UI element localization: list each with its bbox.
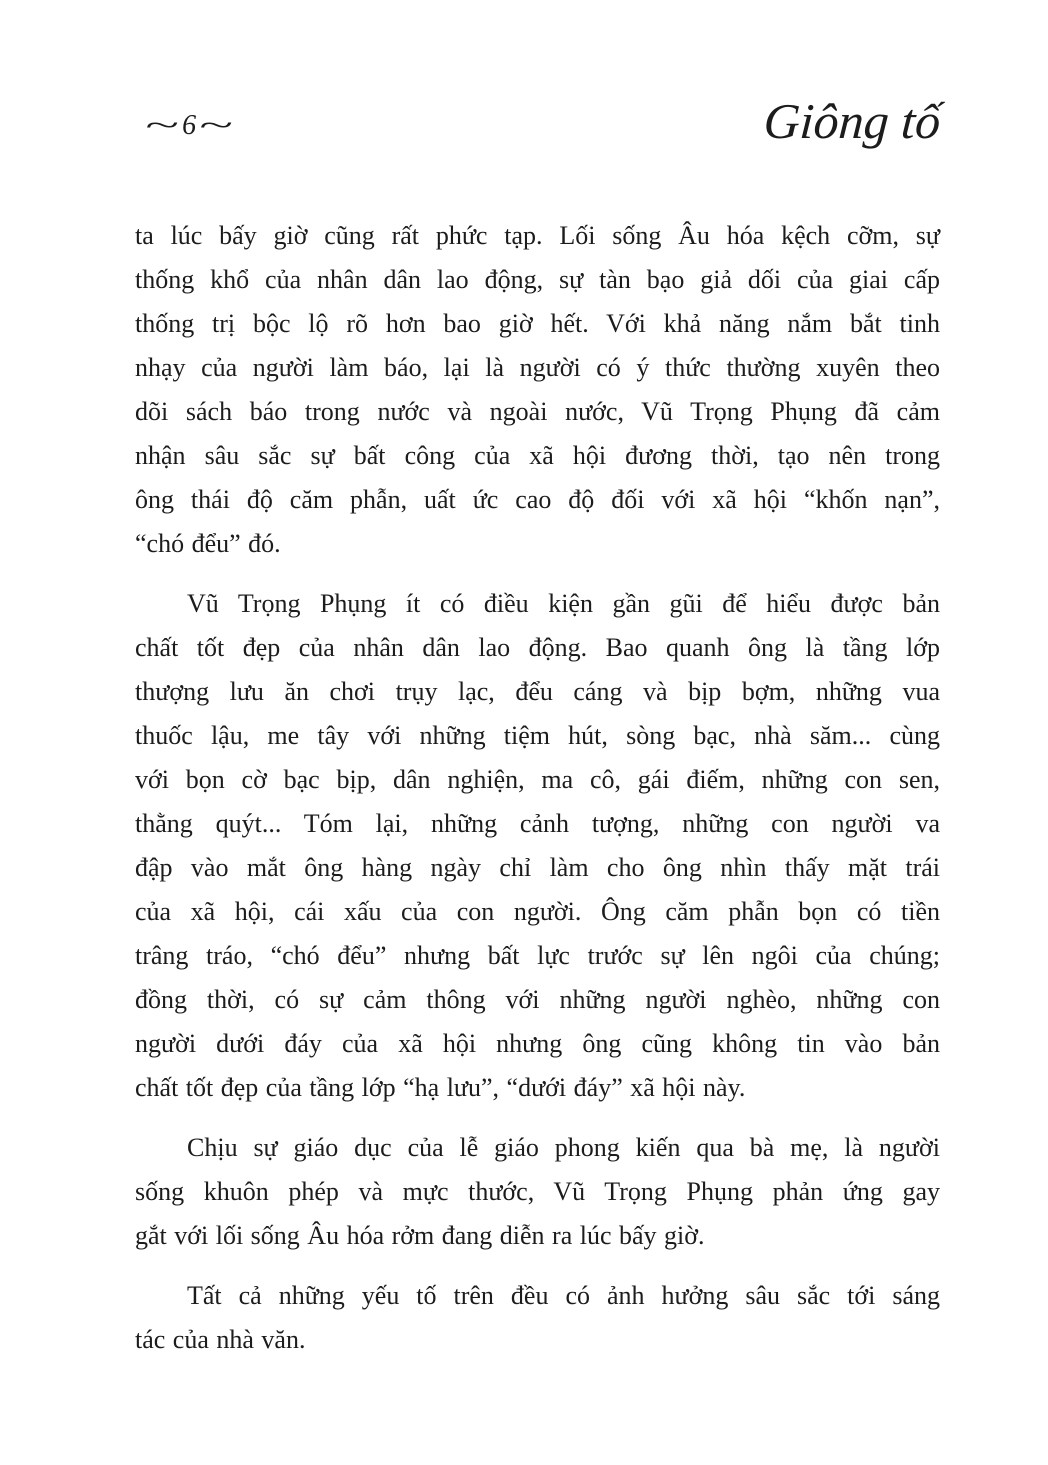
text-line: đồng thời, có sự cảm thông với những người nghèo, những con [135,985,940,1014]
text-line: Chịu sự giáo dục của lễ giáo phong kiến qua bà mẹ, là người [187,1133,940,1162]
text-line: với bọn cờ bạc bịp, dân nghiện, ma cô, gái điếm, những con sen, [135,765,940,794]
text-line: người dưới đáy của xã hội nhưng ông cũng không tin vào bản [135,1029,940,1058]
text-line: dõi sách báo trong nước và ngoài nước, Vũ Trọng Phụng đã cảm [135,397,940,426]
tilde-decor-left: ~ [144,108,181,143]
paragraph [135,1274,940,1362]
text-line: ta lúc bấy giờ cũng rất phức tạp. Lối sống Âu hóa kệch cỡm, sự [135,221,940,250]
text-line: thằng quýt... Tóm lại, những cảnh tượng, những con người va [135,809,940,838]
text-line: tác của nhà văn. [135,1325,306,1354]
text-line: nhận sâu sắc sự bất công của xã hội đương thời, tạo nên trong [135,441,940,470]
paragraph [135,214,940,566]
body-text [135,214,940,1362]
text-line: “chó đểu” đó. [135,529,281,558]
text-line: nhạy của người làm báo, lại là người có ý thức thường xuyên theo [135,353,940,382]
text-line: sống khuôn phép và mực thước, Vũ Trọng Phụng phản ứng gay [135,1177,940,1206]
text-line: thuốc lậu, me tây với những tiệm hút, sòng bạc, nhà săm... cùng [135,721,940,750]
paragraph [135,1126,940,1258]
book-title: Giông tố [761,93,942,149]
text-line: của xã hội, cái xấu của con người. Ông căm phẫn bọn có tiền [135,897,940,926]
text-line: trâng tráo, “chó đểu” nhưng bất lực trước sự lên ngôi của chúng; [135,941,940,970]
page-header [135,93,942,180]
text-line: gắt với lối sống Âu hóa rởm đang diễn ra lúc bấy giờ. [135,1221,705,1250]
text-line: Vũ Trọng Phụng ít có điều kiện gần gũi để hiểu được bản [187,589,940,618]
text-line: thống khổ của nhân dân lao động, sự tàn bạo giả dối của giai cấp [135,265,940,294]
page-number: 6 [182,110,198,141]
page-number-block [143,110,236,142]
text-line: chất tốt đẹp của nhân dân lao động. Bao quanh ông là tầng lớp [135,633,940,662]
text-line: chất tốt đẹp của tầng lớp “hạ lưu”, “dưới đáy” xã hội này. [135,1073,746,1102]
paragraph [135,582,940,1110]
text-line: ông thái độ căm phẫn, uất ức cao độ đối với xã hội “khốn nạn”, [135,485,940,514]
tilde-decor-right: ~ [198,108,235,143]
text-line: thống trị bộc lộ rõ hơn bao giờ hết. Với khả năng nắm bắt tinh [135,309,940,338]
text-line: thượng lưu ăn chơi trụy lạc, đểu cáng và bịp bợm, những vua [135,677,940,706]
text-line: Tất cả những yếu tố trên đều có ảnh hưởng sâu sắc tới sáng [187,1281,940,1310]
text-line: đập vào mắt ông hàng ngày chỉ làm cho ông nhìn thấy mặt trái [135,853,940,882]
